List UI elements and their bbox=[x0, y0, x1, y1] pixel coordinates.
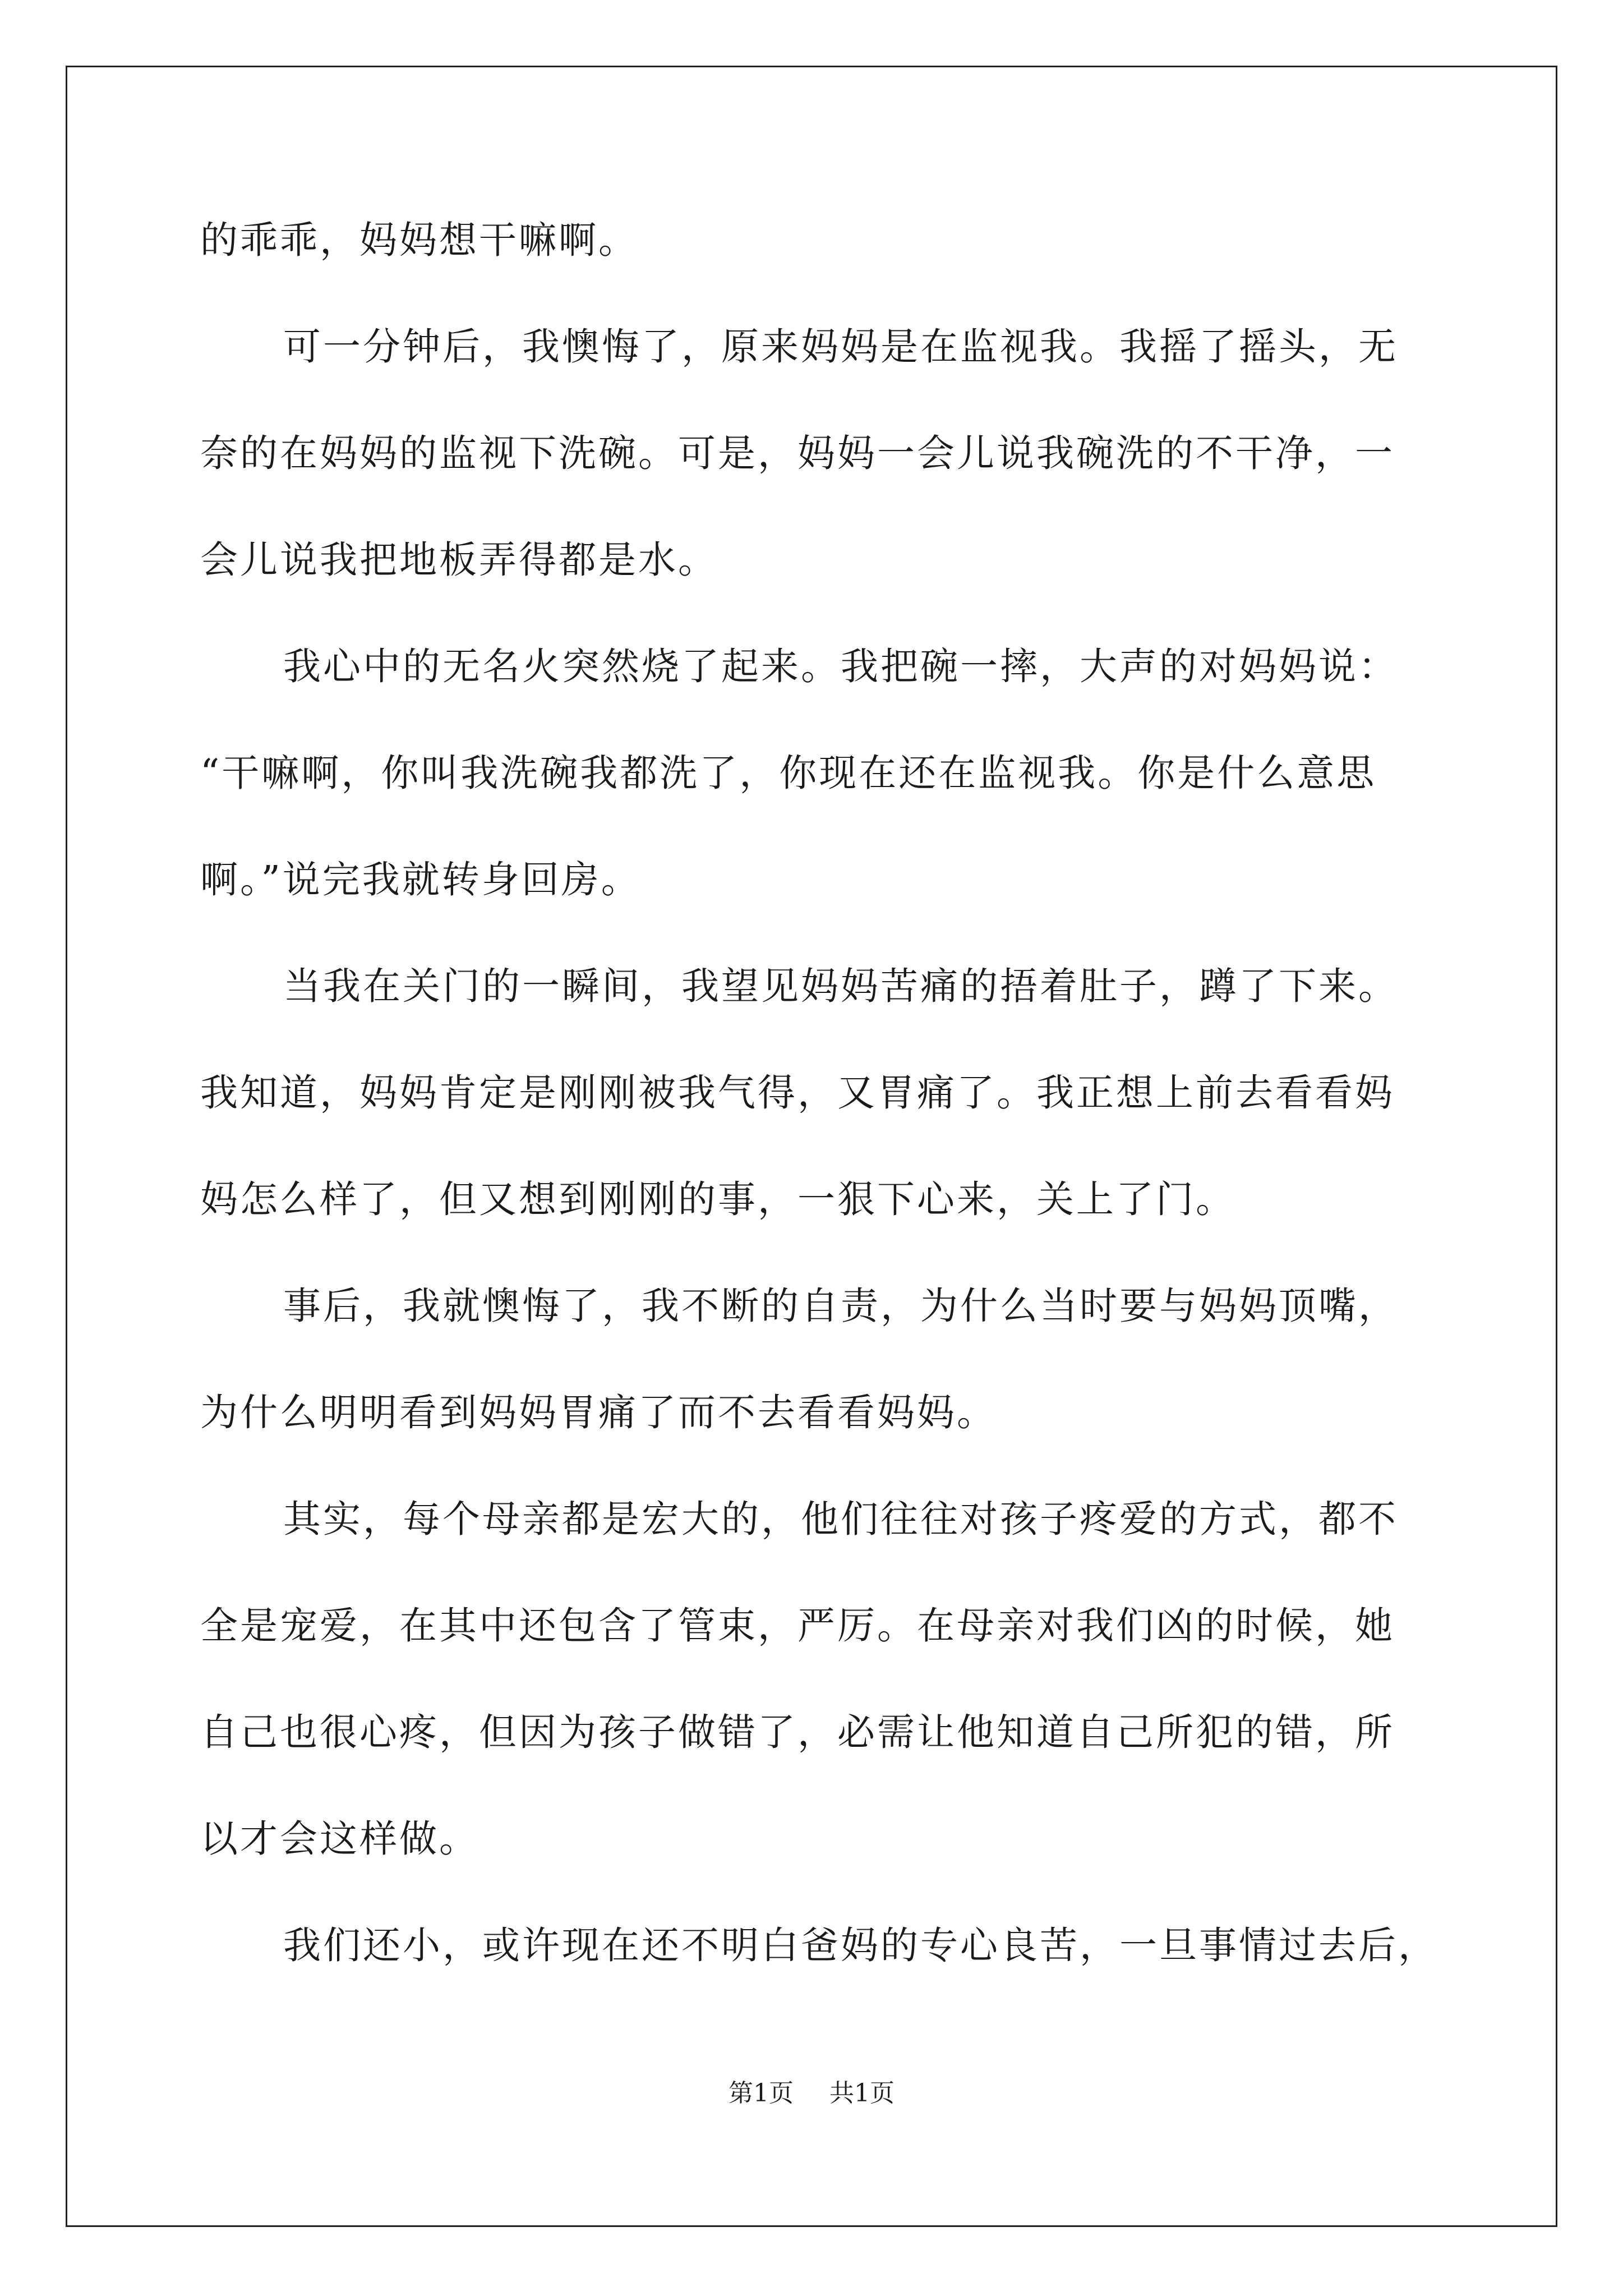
text-line: 的乖乖，妈妈想干嘛啊。 bbox=[200, 218, 638, 262]
page-footer bbox=[0, 2073, 1623, 2109]
page-total: 共1页 bbox=[829, 2079, 895, 2108]
document-body bbox=[200, 187, 1438, 1999]
text-line: 妈怎么样了，但又想到刚刚的事，一狠下心来，关上了门。 bbox=[200, 1177, 1235, 1221]
text-line: 当我在关门的一瞬间，我望见妈妈苦痛的捂着肚子，蹲了下来。 bbox=[283, 964, 1398, 1008]
text-line: 我心中的无名火突然烧了起来。我把碗一摔，大声的对妈妈说： bbox=[283, 645, 1398, 688]
text-line: 事后，我就懊悔了，我不断的自责，为什么当时要与妈妈顶嘴， bbox=[283, 1284, 1398, 1328]
text-line: 全是宠爱，在其中还包含了管束，严厉。在母亲对我们凶的时候，她 bbox=[200, 1604, 1395, 1648]
text-line: 以才会这样做。 bbox=[200, 1817, 479, 1861]
text-line: 会儿说我把地板弄得都是水。 bbox=[200, 538, 718, 582]
text-line: 啊。”说完我就转身回房。 bbox=[200, 858, 641, 901]
text-line: 其实，每个母亲都是宏大的，他们往往对孩子疼爱的方式，都不 bbox=[283, 1497, 1398, 1541]
text-line: 为什么明明看到妈妈胃痛了而不去看看妈妈。 bbox=[200, 1391, 997, 1434]
page-number: 第1页 bbox=[728, 2079, 794, 2108]
text-line: 我知道，妈妈肯定是刚刚被我气得，又胃痛了。我正想上前去看看妈 bbox=[200, 1071, 1395, 1115]
text-line: 自己也很心疼，但因为孩子做错了，必需让他知道自己所犯的错，所 bbox=[200, 1710, 1395, 1754]
text-line: 奈的在妈妈的监视下洗碗。可是，妈妈一会儿说我碗洗的不干净，一 bbox=[200, 431, 1395, 475]
text-line: 我们还小，或许现在还不明白爸妈的专心良苦，一旦事情过去后， bbox=[283, 1924, 1438, 1967]
text-line: “干嘛啊，你叫我洗碗我都洗了，你现在还在监视我。你是什么意思 bbox=[200, 751, 1377, 795]
text-line: 可一分钟后，我懊悔了，原来妈妈是在监视我。我摇了摇头，无 bbox=[283, 325, 1398, 369]
